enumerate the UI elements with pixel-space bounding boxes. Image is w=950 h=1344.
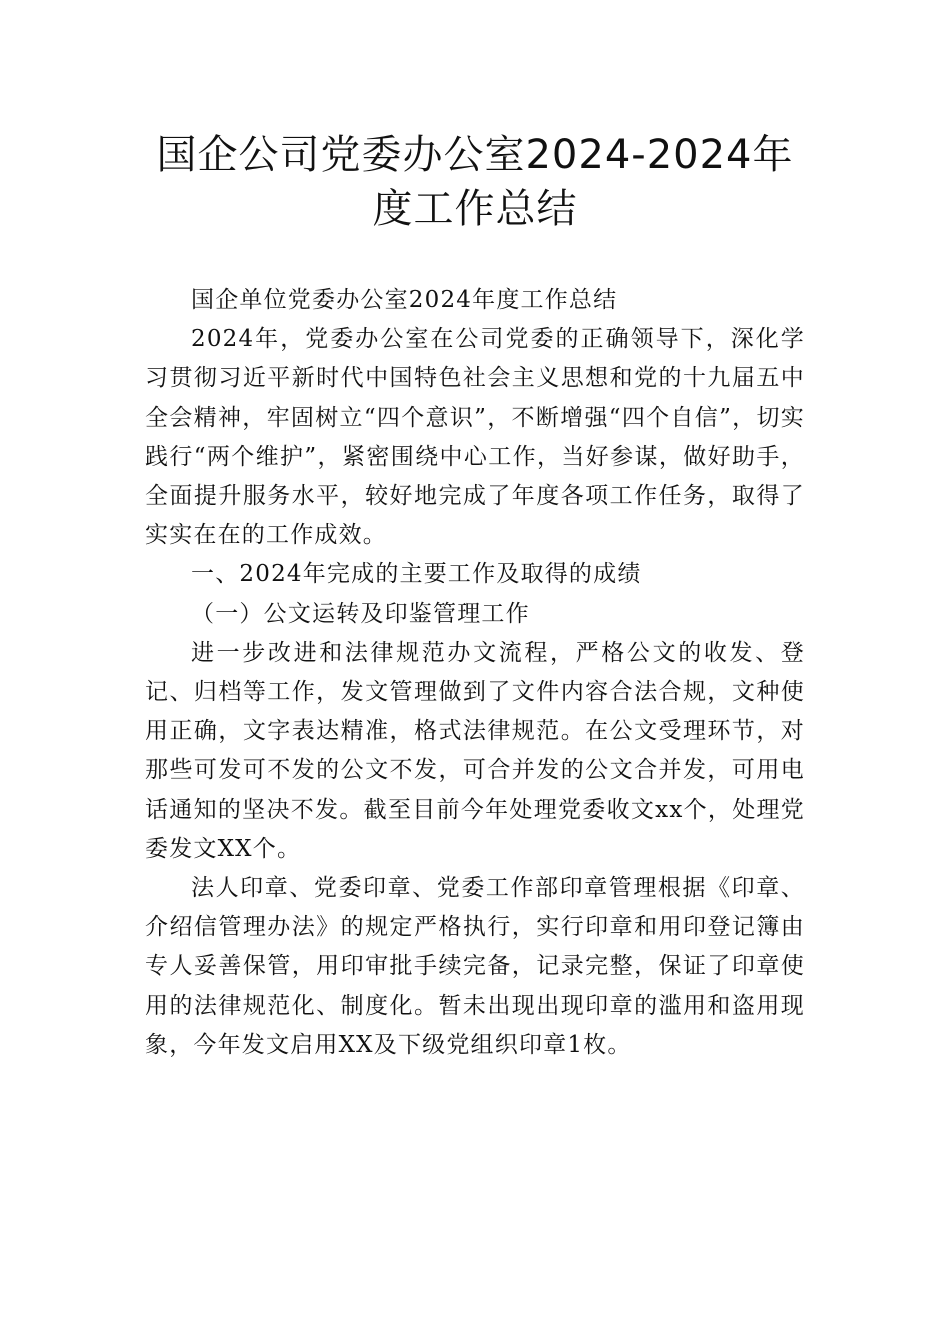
paragraph-intro: 2024年，党委办公室在公司党委的正确领导下，深化学习贯彻习近平新时代中国特色社会主义思想和党的十九届五中全会精神，牢固树立“四个意识”，不断增强“四个自信”，切实践行“两个维护”，紧密围绕中心工作，当好参谋，做好助手，全面提升服务水平，较好地完成了年度各项工作任务，取得了实实在在的工作成效。 <box>145 326 805 549</box>
paragraph-documents: 进一步改进和法律规范办文流程，严格公文的收发、登记、归档等工作，发文管理做到了文件内容合法合规，文种使用正确，文字表达精准，格式法律规范。在公文受理环节，对那些可发可不发的公文不发，可合并发的公文合并发，可用电话通知的坚决不发。截至目前今年处理党委收文xx个，处理党委发文XX个。 <box>145 639 805 862</box>
subsection-heading: （一）公文运转及印鉴管理工作 <box>191 600 530 627</box>
document-title: 国企公司党委办公室2024-2024年度工作总结 <box>156 132 794 232</box>
section-heading: 一、2024年完成的主要工作及取得的成绩 <box>191 561 642 588</box>
paragraph-seals: 法人印章、党委印章、党委工作部印章管理根据《印章、介绍信管理办法》的规定严格执行，实行印章和用印登记簿由专人妥善保管，用印审批手续完备，记录完整，保证了印章使用的法律规范化、制度化。暂未出现出现印章的滥用和盗用现象，今年发文启用XX及下级党组织印章1枚。 <box>145 875 805 1058</box>
paragraph-subtitle: 国企单位党委办公室2024年度工作总结 <box>191 287 618 313</box>
document-body <box>145 281 805 1065</box>
